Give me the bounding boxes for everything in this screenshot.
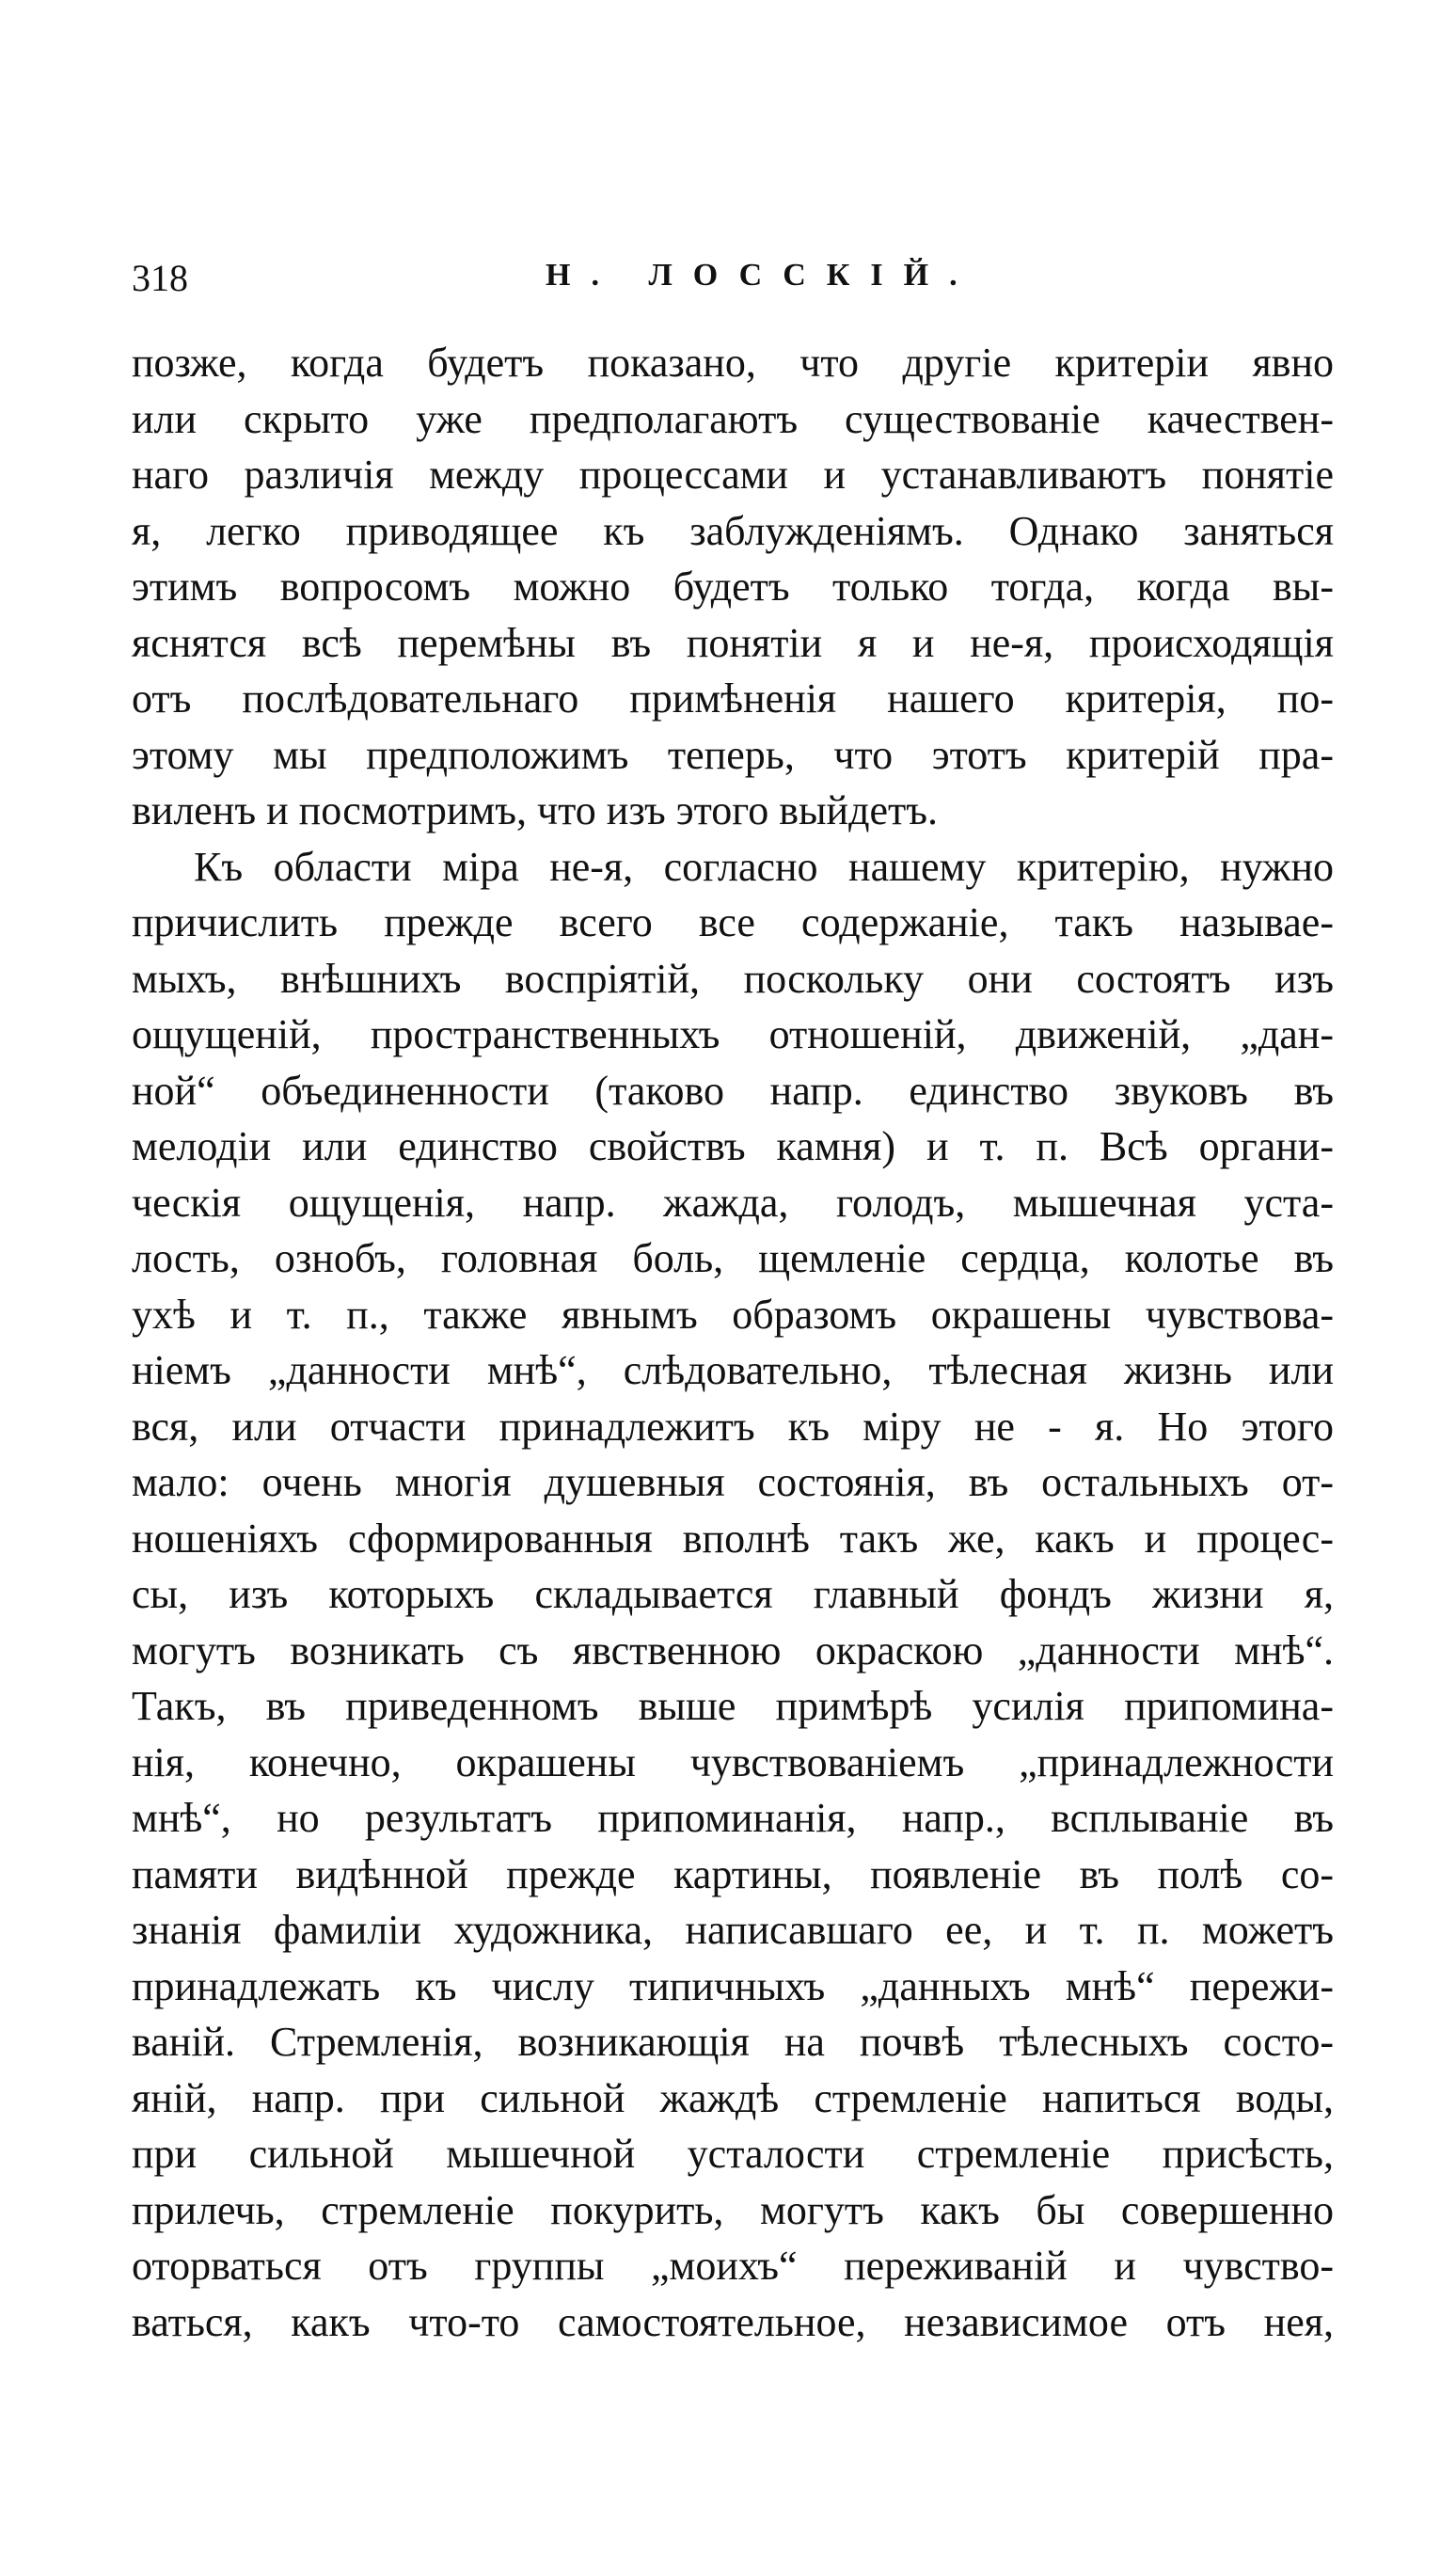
text-line: лость, ознобъ, головная боль, щемленіе сердца, колотье въ [132,1235,1334,1281]
text-line: причислить прежде всего все содержаніе, такъ называе- [132,899,1334,945]
paragraph-first-line: Къ области міра не-я, согласно нашему критерію, нужно [194,843,1334,890]
text-line: яснятся всѣ перемѣны въ понятіи я и не-я, происходящія [132,619,1334,666]
text-line: мыхъ, внѣшнихъ воспріятій, поскольку они состоятъ изъ [132,955,1334,1002]
text-line: мелодіи или единство свойствъ камня) и т. п. Всѣ органи- [132,1123,1334,1169]
page-number: 318 [132,257,188,299]
text-line: этимъ вопросомъ можно будетъ только тогда, когда вы- [132,563,1334,610]
text-line: Такъ, въ приведенномъ выше примѣрѣ усилія припомина- [132,1683,1334,1729]
text-line: виленъ и посмотримъ, что изъ этого выйдетъ. [132,787,938,833]
text-line: оторваться отъ группы „моихъ“ переживаній и чувство- [132,2243,1334,2289]
body-text [132,335,1334,2350]
text-line: или скрыто уже предполагаютъ существованіе качествен- [132,395,1334,442]
text-line: при сильной мышечной усталости стремленіе присѣсть, [132,2131,1334,2177]
text-line: ческія ощущенія, напр. жажда, голодъ, мышечная уста- [132,1179,1334,1226]
text-line: могутъ возникать съ явственною окраскою „данности мнѣ“. [132,1626,1334,1674]
text-line: ной“ объединенности (таково напр. единство звуковъ въ [132,1067,1334,1114]
text-line: ухѣ и т. п., также явнымъ образомъ окрашены чувствова- [132,1291,1334,1338]
text-line: яній, напр. при сильной жаждѣ стремленіе напиться воды, [132,2074,1334,2121]
text-line: принадлежать къ числу типичныхъ „данныхъ мнѣ“ пережи- [132,1962,1334,2009]
text-line: прилечь, стремленіе покурить, могутъ какъ бы совершенно [132,2186,1334,2233]
text-line: знанія фамиліи художника, написавшаго ее, и т. п. можетъ [132,1907,1334,1953]
page-header [132,256,1334,303]
text-line: мало: очень многія душевныя состоянія, въ остальныхъ от- [132,1459,1334,1505]
text-line: отъ послѣдовательнаго примѣненія нашего критерія, по- [132,675,1334,722]
text-line: я, легко приводящее къ заблужденіямъ. Однако заняться [132,507,1334,554]
text-line: вся, или отчасти принадлежитъ къ міру не - я. Но этого [132,1403,1334,1450]
text-line: ніемъ „данности мнѣ“, слѣдовательно, тѣлесная жизнь или [132,1347,1334,1393]
text-line: позже, когда будетъ показано, что другіе критеріи явно [132,340,1334,386]
text-line: нія, конечно, окрашены чувствованіемъ „принадлежности [132,1738,1334,1785]
text-line: сы, изъ которыхъ складывается главный фондъ жизни я, [132,1571,1334,1617]
text-line: памяти видѣнной прежде картины, появленіе въ полѣ со- [132,1850,1334,1897]
text-line: ощущеній, пространственныхъ отношеній, движеній, „дан- [132,1011,1334,1057]
text-line: ваться, какъ что-то самостоятельное, независимое отъ нея, [132,2298,1334,2345]
text-line: этому мы предположимъ теперь, что этотъ критерій пра- [132,731,1334,778]
text-line: наго различія между процессами и устанавливаютъ понятіе [132,452,1334,498]
running-title: Н. ЛОССКІЙ. [546,258,978,293]
text-line: ношеніяхъ сформированныя вполнѣ такъ же, какъ и процес- [132,1515,1334,1562]
text-line: ваній. Стремленія, возникающія на почвѣ тѣлесныхъ состо- [132,2019,1334,2065]
text-line: мнѣ“, но результатъ припоминанія, напр., всплываніе въ [132,1795,1334,1841]
